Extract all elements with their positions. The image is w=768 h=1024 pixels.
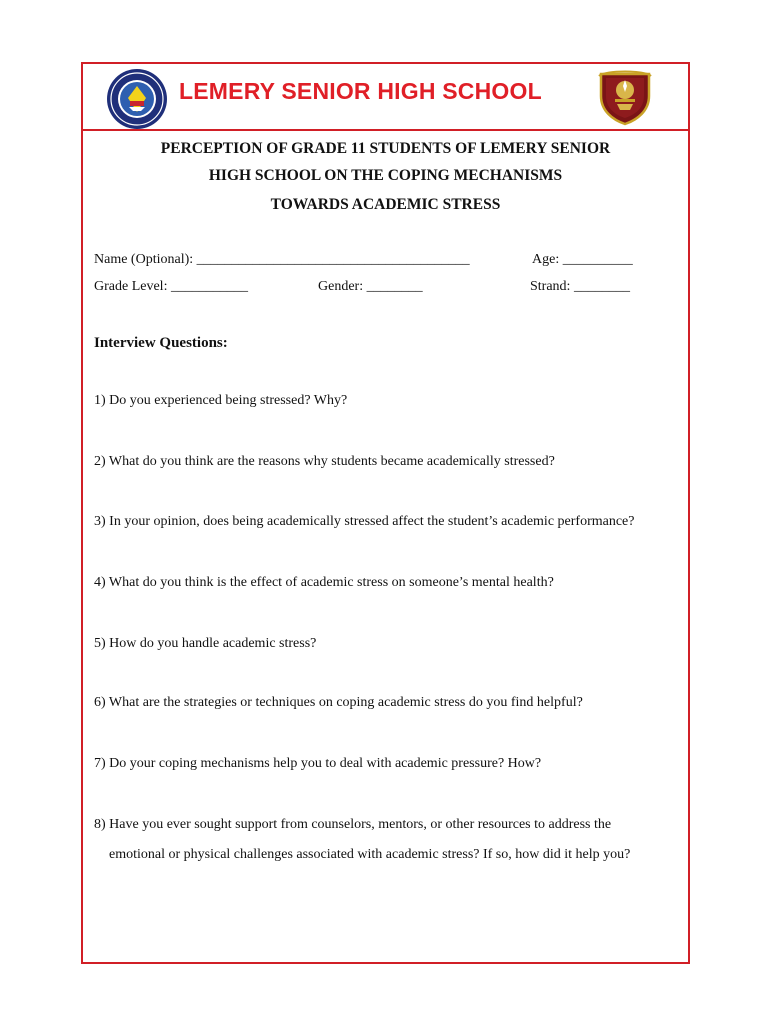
question-7: 7) Do your coping mechanisms help you to deal with academic pressure? How? <box>94 756 542 771</box>
question-4: 4) What do you think is the effect of academic stress on someone’s mental health? <box>94 575 554 590</box>
document-frame <box>81 62 690 964</box>
school-name: LEMERY SENIOR HIGH SCHOOL <box>179 78 542 104</box>
question-5: 5) How do you handle academic stress? <box>94 636 317 651</box>
question-6: 6) What are the strategies or techniques on coping academic stress do you find helpful? <box>94 695 583 710</box>
gender-field[interactable]: Gender: ________ <box>318 279 423 294</box>
deped-seal-icon <box>105 67 169 131</box>
school-header <box>83 64 688 131</box>
name-field[interactable]: Name (Optional): _______________________________________ <box>94 252 470 267</box>
school-crest-icon <box>597 68 653 126</box>
question-3: 3) In your opinion, does being academically stressed affect the student’s academic performance? <box>94 514 635 529</box>
grade-level-field[interactable]: Grade Level: ___________ <box>94 279 248 294</box>
question-8: 8) Have you ever sought support from counselors, mentors, or other resources to address the <box>94 817 612 832</box>
strand-field[interactable]: Strand: ________ <box>530 279 630 294</box>
question-8-continued: emotional or physical challenges associated with academic stress? If so, how did it help you? <box>109 847 631 862</box>
question-2: 2) What do you think are the reasons why students became academically stressed? <box>94 454 555 469</box>
title-line-2: HIGH SCHOOL ON THE COPING MECHANISMS <box>208 167 563 184</box>
title-line-1: PERCEPTION OF GRADE 11 STUDENTS OF LEMERY SENIOR <box>160 140 611 157</box>
age-field[interactable]: Age: __________ <box>532 252 633 267</box>
title-line-3: TOWARDS ACADEMIC STRESS <box>270 196 501 213</box>
question-1: 1) Do you experienced being stressed? Why? <box>94 393 348 408</box>
interview-questions-heading: Interview Questions: <box>94 335 228 351</box>
